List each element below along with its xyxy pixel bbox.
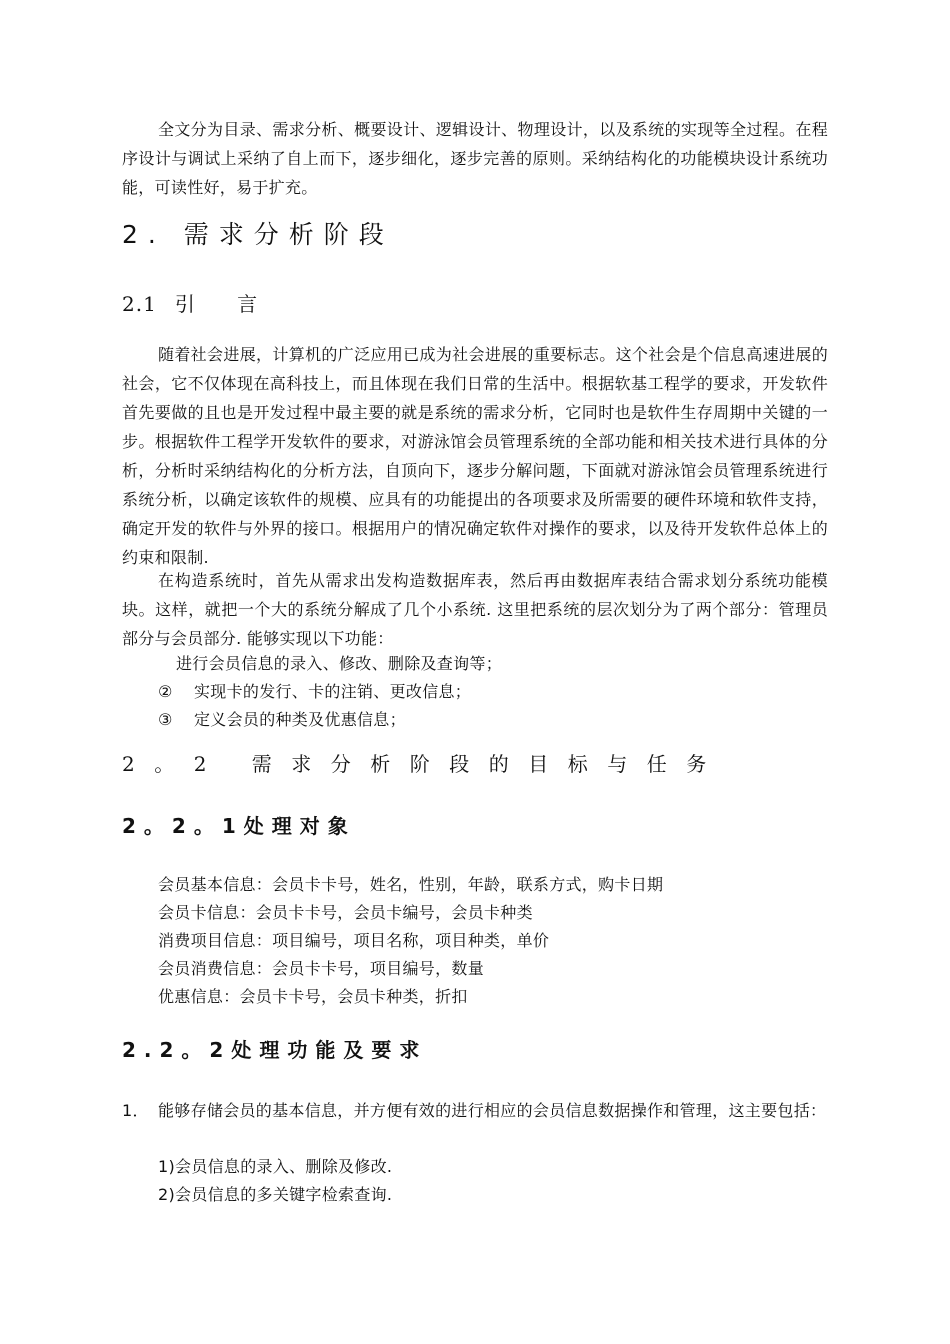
object-line: 消费项目信息：项目编号，项目名称，项目种类，单价 — [158, 931, 550, 950]
system-construction-paragraph: 在构造系统时，首先从需求出发构造数据库表，然后再由数据库表结合需求划分系统功能模块。这样，就把一个大的系统分解成了几个小系统. 这里把系统的层次划分为了两个部分：管理员部分与会员部分. 能够实现以下功能： — [122, 571, 828, 648]
section-title: 引 言 — [174, 292, 276, 316]
section-heading-2: 2. 需求分析阶段 — [122, 220, 394, 249]
requirement-item-1 — [122, 1096, 828, 1125]
function-item-text: 进行会员信息的录入、修改、删除及查询等； — [176, 654, 503, 673]
intro-paragraph: 全文分为目录、需求分析、概要设计、逻辑设计、物理设计，以及系统的实现等全过程。在程序设计与调试上采纳了自上而下，逐步细化，逐步完善的原则。采纳结构化的功能模块设计系统功能，可读性好，易于扩充。 — [122, 120, 828, 197]
function-item-text: 定义会员的种类及优惠信息； — [194, 710, 406, 729]
function-list-item — [158, 706, 406, 734]
circled-number-marker: ② — [158, 682, 173, 701]
requirements-intro-paragraph: 随着社会进展，计算机的广泛应用已成为社会进展的重要标志。这个社会是个信息高速进展的社会，它不仅体现在高科技上，而且体现在我们日常的生活中。根据软基工程学的要求，开发软件首先要做的且也是开发过程中最主要的就是系统的需求分析，它同时也是软件生存周期中关键的一步。根据软件工程学开发软件的要求，对游泳馆会员管理系统的全部功能和相关技术进行具体的分析，分析时采纳结构化的分析方法，自顶向下，逐步分解问题，下面就对游泳馆会员管理系统进行系统分析，以确定该软件的规模、应具有的功能提出的各项要求及所需要的硬件环境和软件支持，确定开发的软件与外界的接口。根据用户的情况确定软件对操作的要求，以及待开发软件总体上的约束和限制. — [122, 345, 828, 567]
object-line: 会员基本信息：会员卡卡号，姓名，性别，年龄，联系方式，购卡日期 — [158, 875, 664, 894]
function-list-item — [158, 650, 502, 678]
requirement-number: 1． — [122, 1101, 149, 1120]
requirement-text: 能够存储会员的基本信息，并方便有效的进行相应的会员信息数据操作和管理，这主要包括： — [158, 1101, 827, 1120]
section-number: 2.1 — [122, 292, 157, 316]
function-list-item — [158, 678, 471, 706]
circled-number-marker: ③ — [158, 710, 173, 729]
section-heading-2-1 — [122, 288, 275, 317]
section-heading-2-2-1: 2。2。1处理对象 — [122, 814, 356, 838]
function-item-text: 实现卡的发行、卡的注销、更改信息； — [194, 682, 472, 701]
object-line: 会员卡信息：会员卡卡号，会员卡编号，会员卡种类 — [158, 903, 533, 922]
requirement-sub-item: 2)会员信息的多关键字检索查询. — [158, 1185, 393, 1204]
requirement-sub-item: 1)会员信息的录入、删除及修改. — [158, 1157, 393, 1176]
object-line: 会员消费信息：会员卡卡号，项目编号，数量 — [158, 959, 485, 978]
object-line: 优惠信息：会员卡卡号，会员卡种类，折扣 — [158, 987, 468, 1006]
section-heading-2-2: 2。2 需求分析阶段的目标与任务 — [122, 752, 726, 776]
section-heading-2-2-2: 2.2。2处理功能及要求 — [122, 1038, 428, 1062]
